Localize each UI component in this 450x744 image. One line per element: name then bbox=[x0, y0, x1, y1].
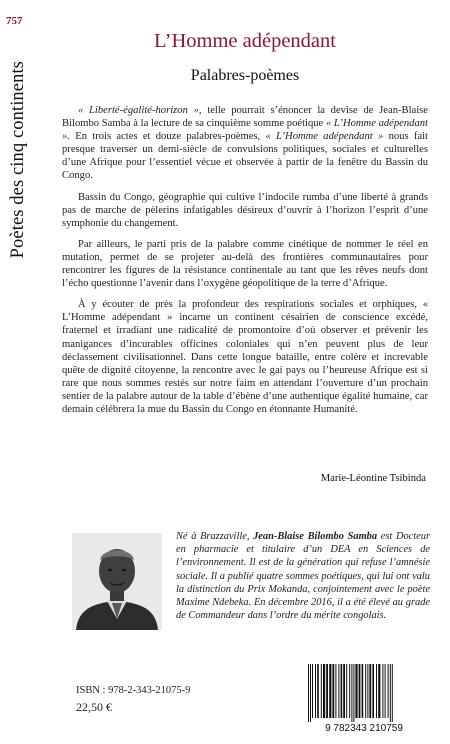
barcode-bar bbox=[312, 664, 313, 718]
barcode-bar bbox=[359, 664, 361, 718]
barcode-bar bbox=[308, 664, 309, 722]
barcode-bar bbox=[378, 664, 380, 718]
series-spine bbox=[4, 40, 32, 280]
barcode bbox=[300, 660, 428, 734]
barcode-bar bbox=[326, 664, 328, 718]
barcode-digits: 9 782343 210759 bbox=[325, 723, 403, 734]
paragraph-1-part-a: , telle pourrait s’énoncer la devise de Jean-Blaise Bilombo Samba à la lecture de sa cinquième somme poétique bbox=[62, 105, 428, 130]
paragraph-2: Bassin du Congo, géographie qui cultive l’indocile rumba d’une liberté à grands pas de marche de pèlerins infatigables désireux d’ouvrir à l’horizon l’esprit d’une symphonie du changement. bbox=[62, 191, 428, 229]
book-subtitle: Palabres-poèmes bbox=[190, 67, 300, 84]
quote-devise: « Liberté-égalité-horizon » bbox=[78, 105, 199, 116]
barcode-bar bbox=[323, 664, 325, 718]
barcode-bar bbox=[376, 664, 377, 718]
barcode-graphic bbox=[300, 660, 428, 734]
quote-title-1: « L’Homme adépendant ». bbox=[62, 118, 429, 143]
author-bio bbox=[176, 530, 430, 622]
barcode-bar bbox=[349, 664, 350, 718]
paragraph-1-part-b: En trois actes et douze palabres-poèmes, bbox=[69, 131, 266, 143]
barcode-bar bbox=[362, 664, 364, 718]
barcode-bar bbox=[317, 664, 319, 718]
barcode-bar bbox=[329, 664, 331, 718]
author-photo bbox=[72, 533, 162, 630]
barcode-bar bbox=[315, 664, 316, 718]
barcode-bar bbox=[367, 664, 368, 718]
back-cover-text bbox=[62, 104, 428, 424]
barcode-bar bbox=[335, 664, 336, 718]
barcode-bar bbox=[365, 664, 366, 718]
author-portrait-graphic bbox=[72, 533, 162, 630]
barcode-bar bbox=[346, 664, 347, 718]
bio-part-a: Né à Brazzaville, bbox=[176, 531, 254, 542]
paragraph-4: À y écouter de près la profondeur des respirations sociales et orphiques, « L’Homme adépendant » incarne un continent césairien de conscience excédé, fraternel et irradiant une radicalité de promontoire d’où observer et prévenir les manigances d’incurables officines coloniales qui n’en peuvent plus de leur déclassement civilisationnel. Dans cette longue bataille, entre colère et increvable quête de dignité citoyenne, la rencontre avec le gai pays ou l’heureuse Afrique est si rare que nous sommes restés sur notre faim en attendant l’ouverture d’un prochain sentier de la palabre autour de la table d’ébène d’une authentique égalité humaine, car demain célébrera la mue du Bassin du Congo en étonnante Humanité. bbox=[62, 299, 428, 415]
barcode-bar bbox=[390, 664, 391, 722]
barcode-bar bbox=[321, 664, 322, 718]
barcode-bar bbox=[372, 664, 374, 718]
barcode-bar bbox=[343, 664, 345, 718]
barcode-bar bbox=[385, 664, 386, 718]
barcode-bar bbox=[382, 664, 383, 718]
barcode-bar bbox=[310, 664, 311, 722]
barcode-bar bbox=[341, 664, 343, 718]
barcode-bar bbox=[388, 664, 389, 718]
book-title: L’Homme adépendant bbox=[154, 30, 336, 52]
paragraph-1-part-c: nous fait presque traverser un demi-siècle de convulsions politiques, sociales et culturelles d’une Afrique pour l’essentiel vécue et observée à partir de la fenêtre du Bassin du Congo. bbox=[62, 131, 428, 182]
barcode-bar bbox=[369, 664, 371, 718]
paragraph-3: Par ailleurs, le parti pris de la palabre comme cinétique de nommer le réel en mutation, permet de se projeter au-delà des frontières communautaires pour rencontrer les figures de la résistance continentale au tant que les rêves neufs dont l’écho questionne l’avenir dans l’oxygène géopolitique de la terre d’Afrique. bbox=[62, 238, 428, 290]
quote-title-2: « L’Homme adépendant » bbox=[265, 131, 384, 143]
barcode-bar bbox=[338, 664, 339, 718]
barcode-bar bbox=[351, 664, 352, 722]
bio-part-b: est Docteur en pharmacie et titulaire d’un DEA en Sciences de l’environnement. Il est de la génération qui refuse l’amnésie sociale. Il a publié quatre sommes poétiques, qui lui ont valu la distinction du Prix Mokanda, conjointement avec le poète Maxime Ndebeka. En décembre 2016, il a été élevé au grade de Commandeur dans l’ordre du mérite congolais. bbox=[176, 531, 431, 622]
series-name: Poètes des cinq continents bbox=[7, 61, 28, 259]
barcode-bar bbox=[392, 664, 393, 722]
barcode-bar bbox=[332, 664, 334, 718]
price: 22,50 € bbox=[76, 700, 112, 714]
series-number: 757 bbox=[6, 15, 23, 27]
barcode-bar bbox=[353, 664, 354, 722]
isbn: ISBN : 978-2-343-21075-9 bbox=[76, 685, 191, 696]
author-name: Jean-Blaise Bilombo Samba bbox=[253, 531, 378, 542]
paragraph-1 bbox=[62, 104, 428, 183]
barcode-bar bbox=[355, 664, 357, 718]
preface-signature: Marie-Léontine Tsibinda bbox=[320, 473, 426, 484]
